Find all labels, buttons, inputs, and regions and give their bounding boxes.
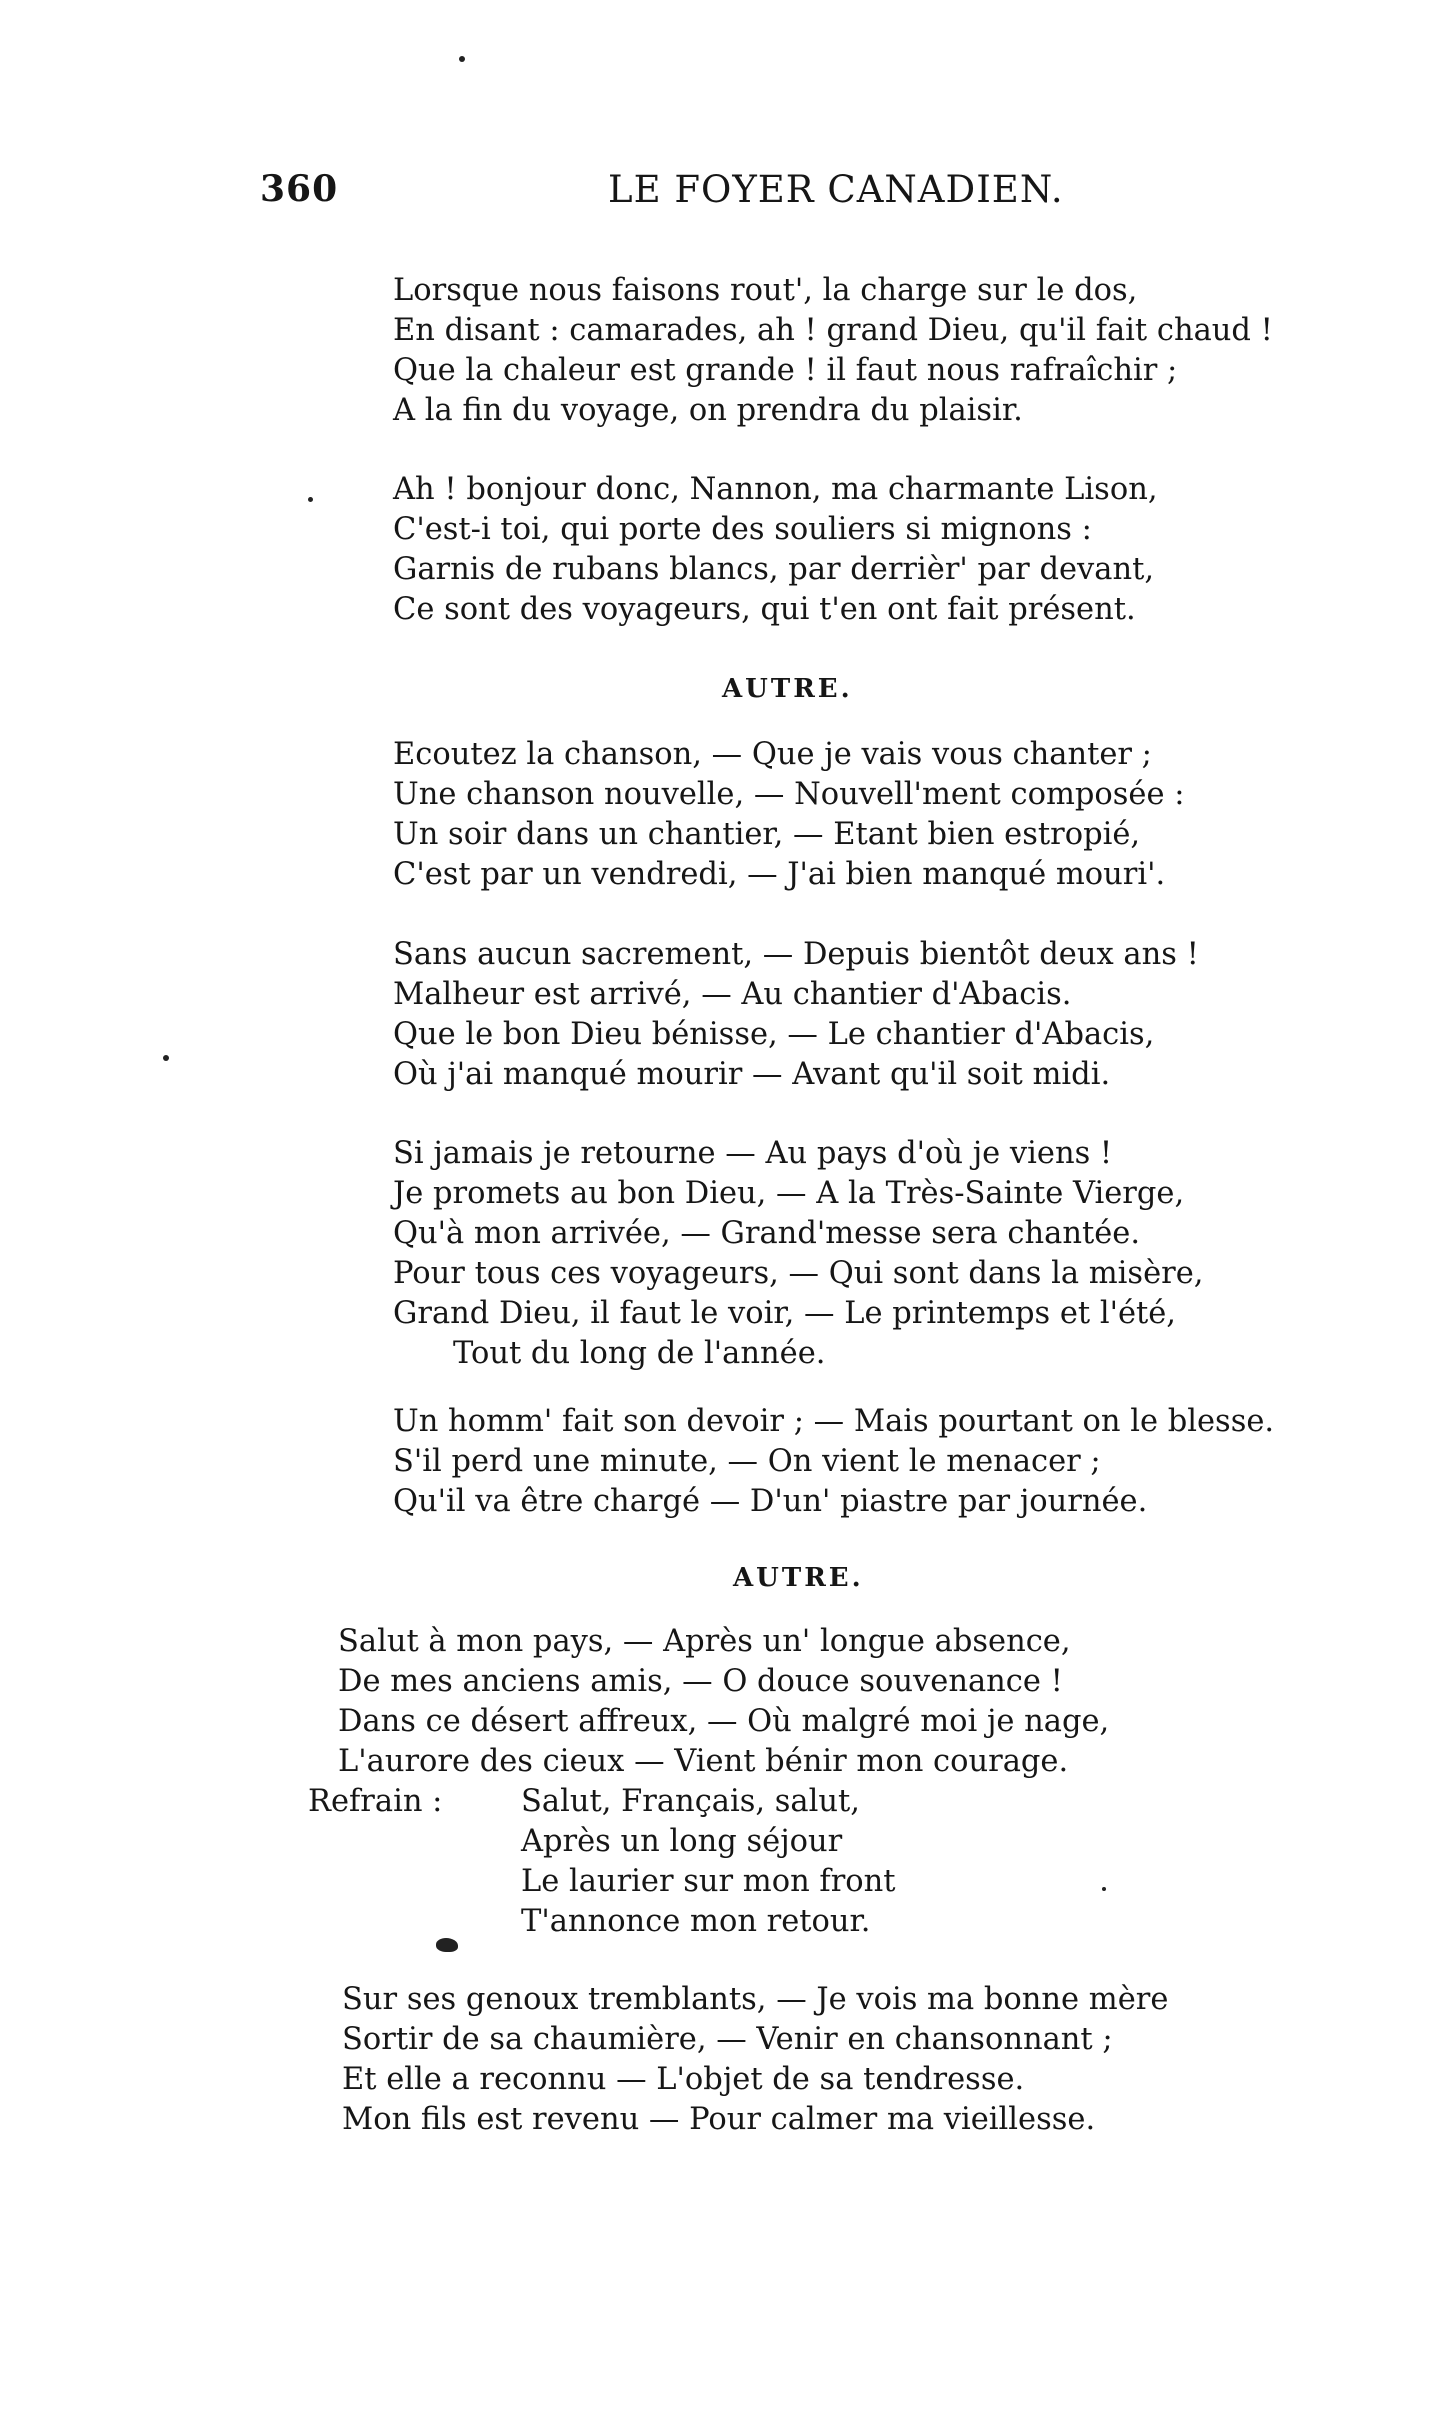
verse-line: Ah ! bonjour donc, Nannon, ma charmante Lison, xyxy=(393,472,1158,507)
verse-line: Salut, Français, salut, xyxy=(521,1784,860,1819)
verse-line: Si jamais je retourne — Au pays d'où je viens ! xyxy=(393,1136,1113,1171)
verse-line: Ce sont des voyageurs, qui t'en ont fait présent. xyxy=(393,592,1136,627)
section-heading: AUTRE. xyxy=(722,674,853,704)
verse-line: Qu'à mon arrivée, — Grand'messe sera chantée. xyxy=(393,1216,1141,1251)
running-title: LE FOYER CANADIEN. xyxy=(608,168,1064,211)
ink-blot xyxy=(436,1938,458,1952)
verse-line: Le laurier sur mon front xyxy=(521,1864,896,1899)
verse-line: S'il perd une minute, — On vient le menacer ; xyxy=(393,1444,1101,1479)
page-number: 360 xyxy=(260,168,339,210)
verse-line: Grand Dieu, il faut le voir, — Le printemps et l'été, xyxy=(393,1296,1177,1331)
verse-line: En disant : camarades, ah ! grand Dieu, qu'il fait chaud ! xyxy=(393,313,1273,348)
verse-line: C'est par un vendredi, — J'ai bien manqué mouri'. xyxy=(393,857,1166,892)
verse-line: L'aurore des cieux — Vient bénir mon courage. xyxy=(338,1744,1069,1779)
stanza-3 xyxy=(393,735,1184,895)
section-heading: AUTRE. xyxy=(733,1563,864,1593)
refrain xyxy=(521,1782,896,1942)
verse-line: Que la chaleur est grande ! il faut nous rafraîchir ; xyxy=(393,353,1178,388)
verse-line: Garnis de rubans blancs, par derrièr' par devant, xyxy=(393,552,1155,587)
verse-line: Tout du long de l'année. xyxy=(453,1336,826,1371)
stanza-5 xyxy=(393,1134,1203,1374)
verse-line: Sur ses genoux tremblants, — Je vois ma bonne mère xyxy=(342,1982,1169,2017)
stanza-6 xyxy=(393,1402,1274,1522)
stanza-9 xyxy=(342,1980,1168,2140)
ink-speck xyxy=(459,56,465,62)
page-header xyxy=(260,168,1064,228)
verse-line: Que le bon Dieu bénisse, — Le chantier d'Abacis, xyxy=(393,1017,1155,1052)
refrain-label: Refrain : xyxy=(308,1784,443,1819)
verse-line: Ecoutez la chanson, — Que je vais vous chanter ; xyxy=(393,737,1152,772)
verse-line: A la fin du voyage, on prendra du plaisir. xyxy=(393,393,1023,428)
verse-line: Où j'ai manqué mourir — Avant qu'il soit midi. xyxy=(393,1057,1111,1092)
stanza-1 xyxy=(393,271,1273,431)
verse-line: Et elle a reconnu — L'objet de sa tendresse. xyxy=(342,2062,1025,2097)
ink-speck xyxy=(163,1055,169,1061)
verse-line: Un homm' fait son devoir ; — Mais pourtant on le blesse. xyxy=(393,1404,1275,1439)
stanza-4 xyxy=(393,935,1199,1095)
verse-line: Lorsque nous faisons rout', la charge sur le dos, xyxy=(393,273,1138,308)
verse-line: Pour tous ces voyageurs, — Qui sont dans la misère, xyxy=(393,1256,1204,1291)
verse-line: Sortir de sa chaumière, — Venir en chansonnant ; xyxy=(342,2022,1113,2057)
verse-line: Je promets au bon Dieu, — A la Très-Sainte Vierge, xyxy=(393,1176,1185,1211)
verse-line: Une chanson nouvelle, — Nouvell'ment composée : xyxy=(393,777,1185,812)
verse-line: Dans ce désert affreux, — Où malgré moi je nage, xyxy=(338,1704,1110,1739)
verse-line: Malheur est arrivé, — Au chantier d'Abacis. xyxy=(393,977,1072,1012)
verse-line: T'annonce mon retour. xyxy=(521,1904,871,1939)
verse-line: Qu'il va être chargé — D'un' piastre par journée. xyxy=(393,1484,1148,1519)
verse-line: Un soir dans un chantier, — Etant bien estropié, xyxy=(393,817,1141,852)
ink-speck xyxy=(1102,1887,1106,1891)
verse-line: C'est-i toi, qui porte des souliers si mignons : xyxy=(393,512,1092,547)
verse-line: Salut à mon pays, — Après un' longue absence, xyxy=(338,1624,1071,1659)
verse-line: Sans aucun sacrement, — Depuis bientôt deux ans ! xyxy=(393,937,1199,972)
stanza-7 xyxy=(338,1622,1109,1782)
verse-line: Après un long séjour xyxy=(521,1824,843,1859)
verse-line: De mes anciens amis, — O douce souvenance ! xyxy=(338,1664,1063,1699)
ink-speck xyxy=(308,497,313,502)
verse-line: Mon fils est revenu — Pour calmer ma vieillesse. xyxy=(342,2102,1096,2137)
stanza-2 xyxy=(393,470,1158,630)
